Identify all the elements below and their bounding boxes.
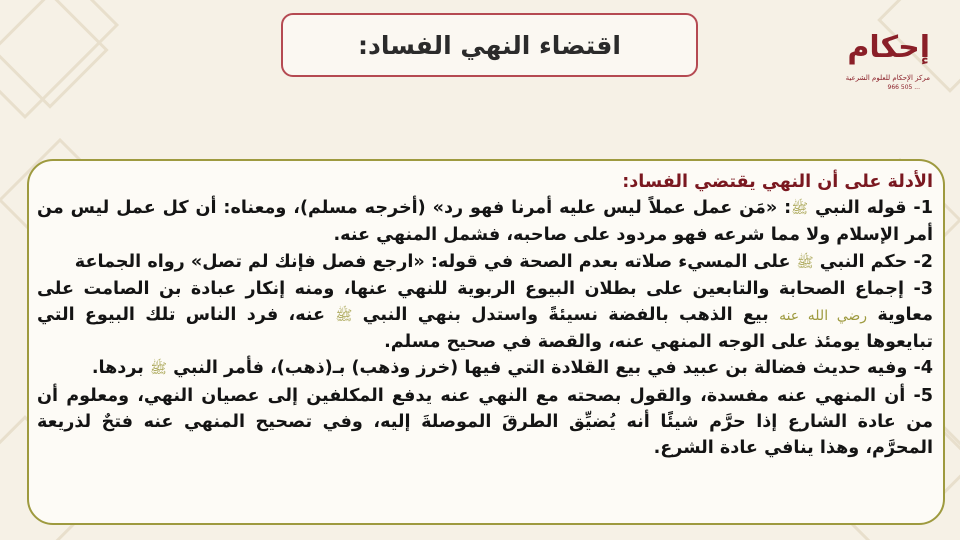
slide-title: اقتضاء النهي الفساد: xyxy=(358,30,621,60)
evidence-5: 5- أن المنهي عنه مفسدة، والقول بصحته مع النهي عنه يدفع المكلفين إلى عصيان النهي، ومعلوم أن من عادة الشارع إذا حرَّم شيئًا أنه يُضيِّق الطرقَ الموصلةَ إليه، وفي تصحيح المنهي عنه فتحٌ لذريعة المحرَّم، وهذا ينافي عادة الشرع. xyxy=(37,385,933,459)
title-box xyxy=(281,13,698,77)
evidence-2-rest: على المسيء صلاته بعدم الصحة في قوله: «ارجع فصل فإنك لم تصل» رواه الجماعة xyxy=(74,251,791,272)
radiya-glyph: رضي الله عنه xyxy=(779,308,868,325)
evidence-3 xyxy=(37,276,933,356)
logo-wordmark: إحكام xyxy=(847,30,930,65)
salawat-glyph: ﷺ xyxy=(796,254,814,271)
logo-subtitle: مركز الإحكام للعلوم الشرعية xyxy=(845,74,930,82)
evidence-3-rest: عنه، فرد الناس تلك البيوع التي تبايعوها يومئذ على الوجه المنهي عنه، والقصة في صحيح مسلم. xyxy=(37,305,933,353)
evidence-2-start: 2- حكم النبي xyxy=(819,251,933,272)
evidence-3-start: 3- إجماع الصحابة والتابعين على بطلان البيوع الربوية للنهي عنها، ومنه إنكار عبادة بن الصامت على معاوية xyxy=(37,278,933,326)
logo xyxy=(842,28,934,94)
evidence-3-middle: بيع الذهب بالفضة نسيئةً واستدل بنهي النبي xyxy=(362,305,769,326)
salawat-glyph: ﷺ xyxy=(150,361,167,378)
salawat-glyph: ﷺ xyxy=(335,308,353,325)
evidence-4 xyxy=(37,355,933,382)
content-text xyxy=(37,169,933,461)
evidence-4-start: 4- وفيه حديث فضالة بن عبيد في بيع القلادة التي فيها (خرز وذهب) بـ(ذهب)، فأمر النبي xyxy=(173,358,933,379)
content-box xyxy=(27,159,945,525)
evidence-1-rest: : «مَن عمل عملاً ليس عليه أمرنا فهو رد» (أخرجه مسلم)، ومعناه: أن كل عمل ليس من أمر الإسلام ولا مما شرعه فهو مردود على صاحبه، فشمل المنهي عنه. xyxy=(37,198,933,246)
evidence-4-rest: بردها. xyxy=(91,358,144,379)
evidence-1-start: 1- قوله النبي xyxy=(814,198,933,219)
salawat-glyph: ﷺ xyxy=(791,201,809,218)
evidence-1 xyxy=(37,195,933,248)
logo-phone: 966 505 ... xyxy=(887,84,920,91)
evidence-2 xyxy=(37,249,933,276)
content-heading: الأدلة على أن النهي يقتضي الفساد: xyxy=(622,172,933,192)
